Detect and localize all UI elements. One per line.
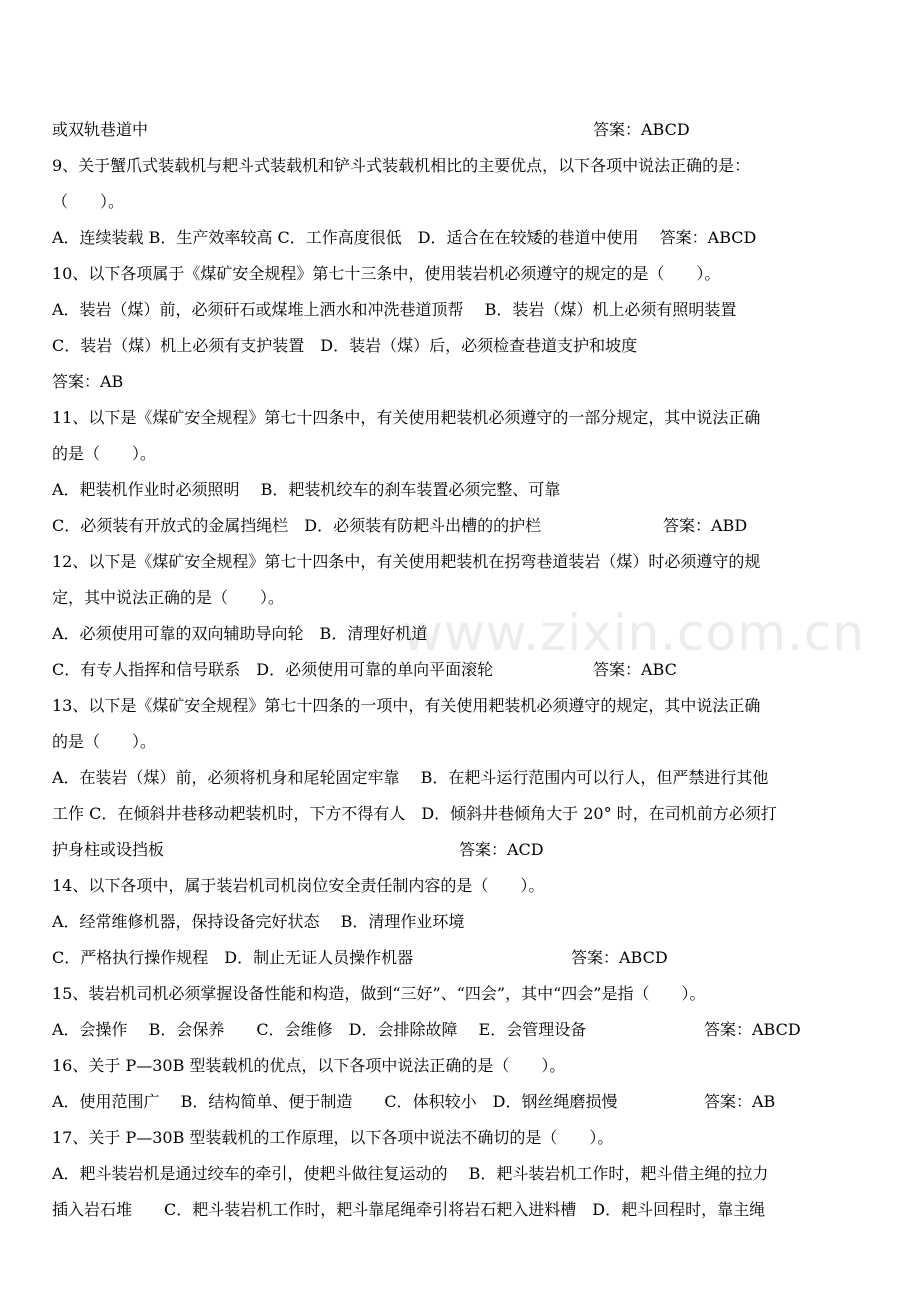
- text-line: 的是（ ）。: [52, 732, 157, 751]
- text-line: 13、以下是《煤矿安全规程》第七十四条的一项中，有关使用耙装机必须遵守的规定，其中说法正确: [52, 696, 761, 715]
- answer-label: 答案：ABCD: [704, 1020, 801, 1039]
- text-line: A．耙斗装岩机是通过绞车的牵引，使耙斗做往复运动的 B．耙斗装岩机工作时，耙斗借主绳的拉力: [52, 1164, 769, 1183]
- text-line: A．必须使用可靠的双向辅助导向轮 B．清理好机道: [52, 624, 428, 643]
- watermark: www.zixin.com.cn: [402, 604, 866, 662]
- text-line: 答案：AB: [52, 372, 124, 391]
- text-line: 工作 C．在倾斜井巷移动耙装机时，下方不得有人 D．倾斜井巷倾角大于 20° 时，在司机前方必须打: [52, 804, 777, 823]
- text-line: 定，其中说法正确的是（ ）。: [52, 588, 285, 607]
- answer-label: 答案：ACD: [459, 840, 544, 859]
- text-line: 14、以下各项中，属于装岩机司机岗位安全责任制内容的是（ ）。: [52, 876, 545, 895]
- answer-label: 答案：ABD: [663, 516, 748, 535]
- text-line: A．耙装机作业时必须照明 B．耙装机绞车的刹车装置必须完整、可靠: [52, 480, 561, 499]
- text-line: 的是（ ）。: [52, 444, 157, 463]
- text-line: A．经常维修机器，保持设备完好状态 B．清理作业环境: [52, 912, 465, 931]
- text-line: C．严格执行操作规程 D．制止无证人员操作机器: [52, 948, 414, 967]
- answer-label: 答案：ABC: [593, 660, 677, 679]
- answer-label: 答案：ABCD: [593, 120, 690, 139]
- text-line: A．装岩（煤）前，必须矸石或煤堆上洒水和冲洗巷道顶帮 B．装岩（煤）机上必须有照明装置: [52, 300, 737, 319]
- answer-label: 答案：ABCD: [571, 948, 668, 967]
- text-line: 9、关于蟹爪式装载机与耙斗式装载机和铲斗式装载机相比的主要优点，以下各项中说法正确的是：: [52, 156, 751, 175]
- text-line: 护身柱或设挡板: [52, 840, 165, 859]
- text-line: 16、关于 P—30B 型装载机的优点，以下各项中说法正确的是（ ）。: [52, 1056, 566, 1075]
- text-line: 17、关于 P—30B 型装载机的工作原理，以下各项中说法不确切的是（ ）。: [52, 1128, 614, 1147]
- text-line: A．连续装载 B．生产效率较高 C．工作高度很低 D．适合在在较矮的巷道中使用 答案：ABCD: [52, 228, 757, 247]
- answer-label: 答案：AB: [704, 1092, 776, 1111]
- text-line: C．必须装有开放式的金属挡绳栏 D．必须装有防耙斗出槽的的护栏: [52, 516, 542, 535]
- text-line: 插入岩石堆 C．耙斗装岩机工作时，耙斗靠尾绳牵引将岩石耙入进料槽 D．耙斗回程时，靠主绳: [52, 1200, 766, 1219]
- text-line: 或双轨巷道中: [52, 120, 149, 139]
- text-line: A．在装岩（煤）前，必须将机身和尾轮固定牢靠 B．在耙斗运行范围内可以行人，但严禁进行其他: [52, 768, 769, 787]
- text-line: C．有专人指挥和信号联系 D．必须使用可靠的单向平面滚轮: [52, 660, 494, 679]
- text-line: 15、装岩机司机必须掌握设备性能和构造，做到“三好”、“四会”，其中“四会”是指（ ）。: [52, 984, 706, 1003]
- text-line: C．装岩（煤）机上必须有支护装置 D．装岩（煤）后，必须检查巷道支护和坡度: [52, 336, 638, 355]
- text-line: 10、以下各项属于《煤矿安全规程》第七十三条中，使用装岩机必须遵守的规定的是（ ）。: [52, 264, 721, 283]
- text-line: （ ）。: [52, 192, 125, 211]
- text-line: A．使用范围广 B．结构简单、便于制造 C．体积较小 D．钢丝绳磨损慢: [52, 1092, 618, 1111]
- text-line: 12、以下是《煤矿安全规程》第七十四条中，有关使用耙装机在拐弯巷道装岩（煤）时必须遵守的规: [52, 552, 761, 571]
- text-line: 11、以下是《煤矿安全规程》第七十四条中，有关使用耙装机必须遵守的一部分规定，其中说法正确: [52, 408, 761, 427]
- text-line: A．会操作 B．会保养 C．会维修 D．会排除故障 E．会管理设备: [52, 1020, 587, 1039]
